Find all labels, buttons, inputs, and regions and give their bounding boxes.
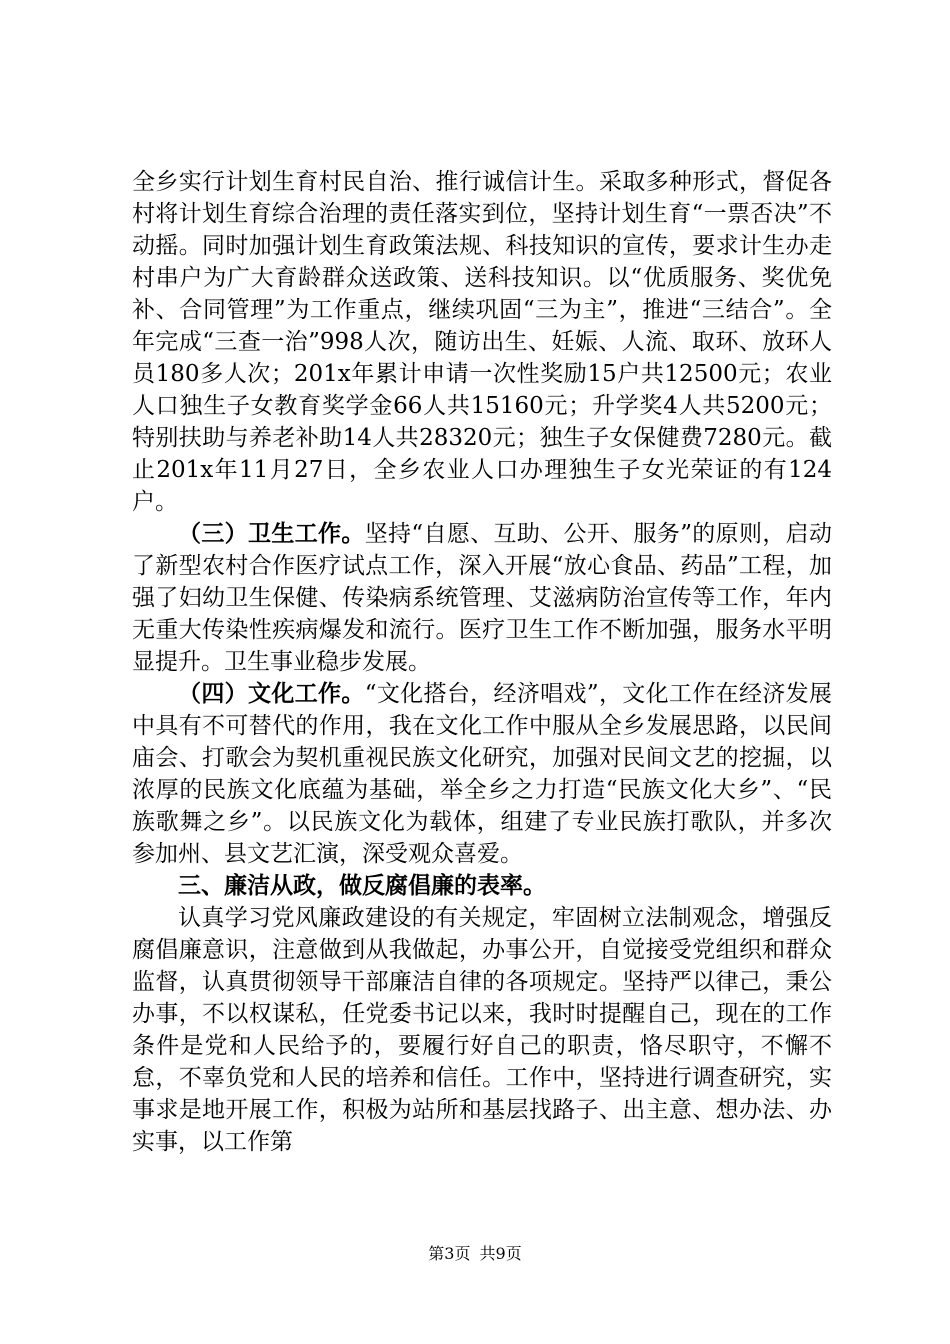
- document-body: [132, 166, 832, 1158]
- paragraph-culture-work: [132, 678, 832, 870]
- paragraph-text: 全乡实行计划生育村民自治、推行诚信计生。采取多种形式，督促各村将计划生育综合治理的责任落实到位，坚持计划生育“一票否决”不动摇。同时加强计划生育政策法规、科技知识的宣传，要求计生办走村串户为广大育龄群众送政策、送科技知识。以“优质服务、奖优免补、合同管理”为工作重点，继续巩固“三为主”，推进“三结合”。全年完成“三查一治”998人次，随访出生、妊娠、人流、取环、放环人员180多人次；201x年累计申请一次性奖励15户共12500元；农业人口独生子女教育奖学金66人共15160元；升学奖4人共5200元；特别扶助与养老补助14人共28320元；独生子女保健费7280元。截止201x年11月27日，全乡农业人口办理独生子女光荣证的有124户。: [132, 169, 832, 515]
- paragraph-integrity: [132, 902, 832, 1158]
- section-heading: （三）卫生工作。: [178, 520, 365, 547]
- paragraph-health-work: [132, 518, 832, 678]
- page-footer: [0, 1244, 950, 1264]
- section-heading: 三、廉洁从政，做反腐倡廉的表率。: [178, 872, 546, 899]
- page-number: 第3页: [428, 1244, 471, 1263]
- paragraph-family-planning: [132, 166, 832, 518]
- paragraph-text: 认真学习党风廉政建设的有关规定，牢固树立法制观念，增强反腐倡廉意识，注意做到从我做起，办事公开，自觉接受党组织和群众监督，认真贯彻领导干部廉洁自律的各项规定。坚持严以律己，秉公办事，不以权谋私，任党委书记以来，我时时提醒自己，现在的工作条件是党和人民给予的，要履行好自己的职责，恪尽职守，不懈不怠，不辜负党和人民的培养和信任。工作中，坚持进行调查研究，实事求是地开展工作，积极为站所和基层找路子、出主意、想办法、办实事，以工作第: [132, 905, 832, 1155]
- paragraph-text: “文化搭台，经济唱戏”，文化工作在经济发展中具有不可替代的作用，我在文化工作中服从全乡发展思路，以民间庙会、打歌会为契机重视民族文化研究，加强对民间文艺的挖掘，以浓厚的民族文化底蕴为基础，举全乡之力打造“民族文化大乡”、“民族歌舞之乡”。以民族文化为载体，组建了专业民族打歌队，并多次参加州、县文艺汇演，深受观众喜爱。: [132, 681, 832, 867]
- section-heading: （四）文化工作。: [178, 680, 365, 707]
- paragraph-text: 坚持“自愿、互助、公开、服务”的原则，启动了新型农村合作医疗试点工作，深入开展“放心食品、药品”工程，加强了妇幼卫生保健、传染病系统管理、艾滋病防治宣传等工作，年内无重大传染性疾病爆发和流行。医疗卫生工作不断加强，服务水平明显提升。卫生事业稳步发展。: [132, 521, 832, 675]
- section-title-integrity: [132, 870, 832, 902]
- page-total: 共9页: [479, 1244, 522, 1263]
